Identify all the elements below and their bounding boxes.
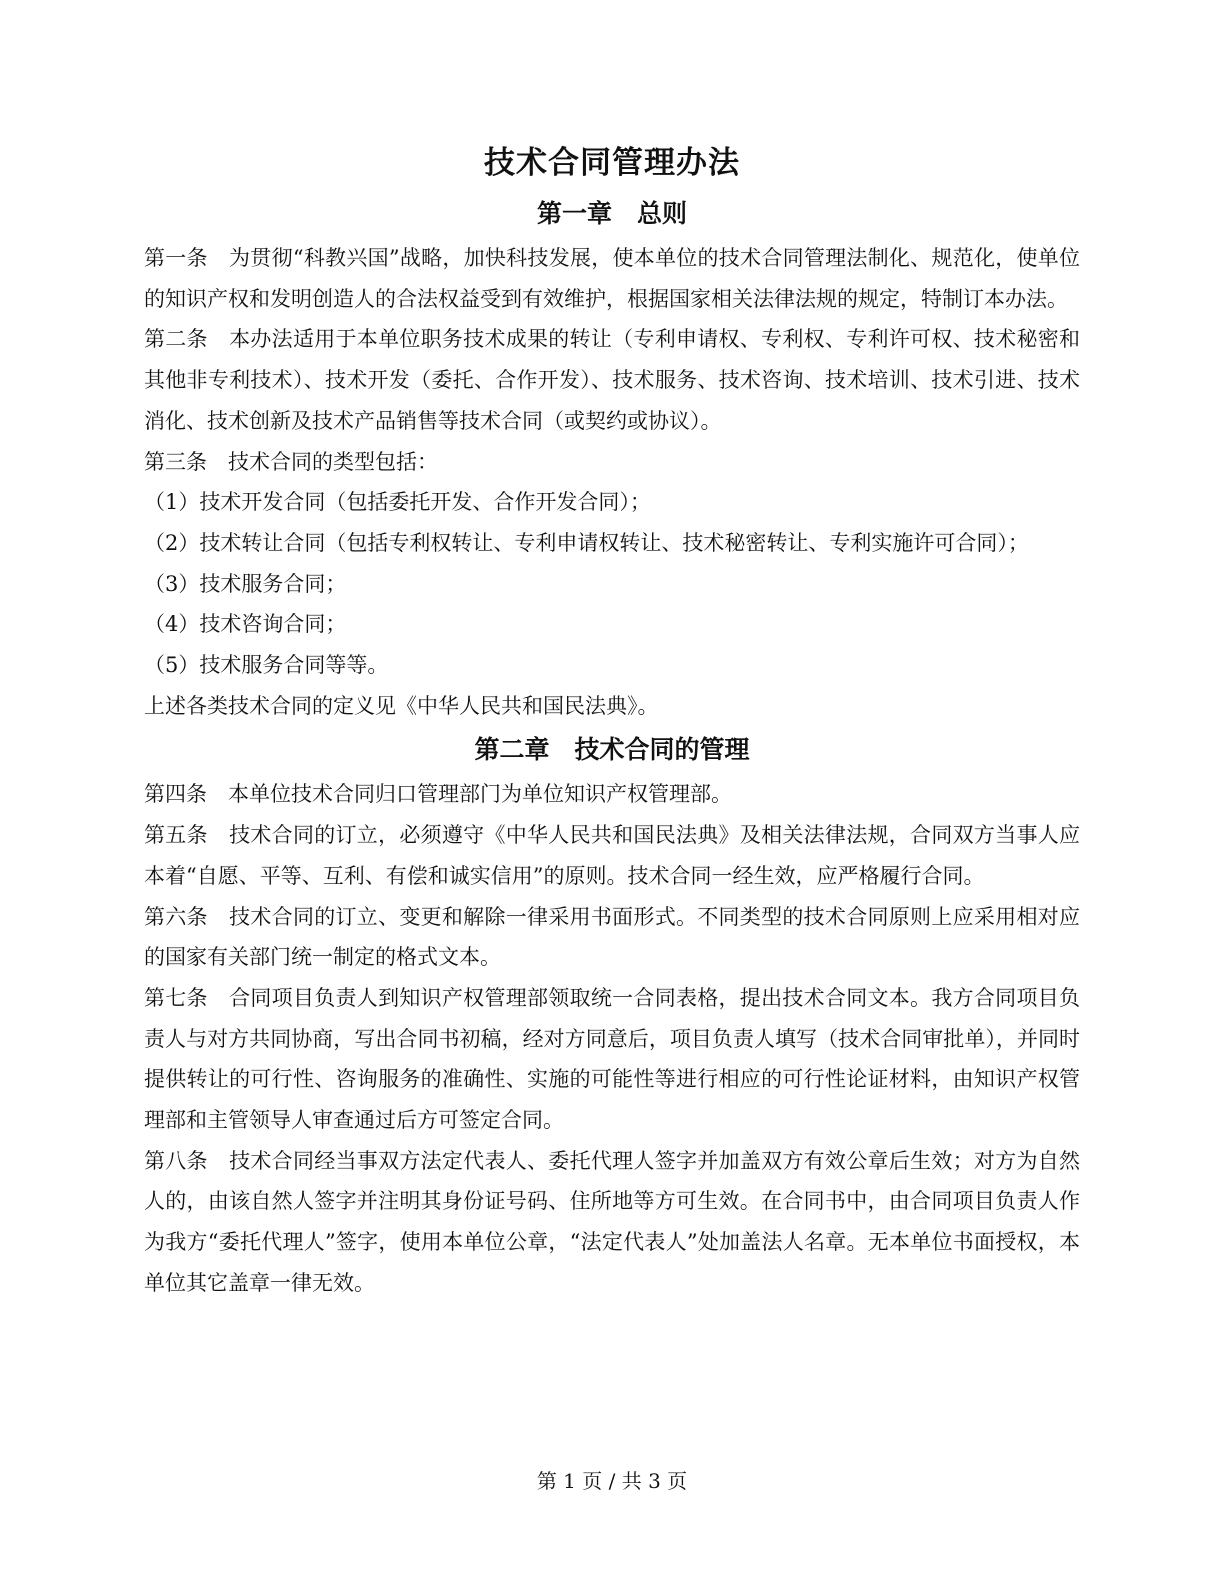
article-8: 第八条 技术合同经当事双方法定代表人、委托代理人签字并加盖双方有效公章后生效；对方为自然人的，由该自然人签字并注明其身份证号码、住所地等方可生效。在合同书中，由合同项目负责人作为我方“委托代理人”签字，使用本单位公章，“法定代表人”处加盖法人名章。无本单位书面授权，本单位其它盖章一律无效。 <box>144 1148 1080 1295</box>
article-7: 第七条 合同项目负责人到知识产权管理部领取统一合同表格，提出技术合同文本。我方合同项目负责人与对方共同协商，写出合同书初稿，经对方同意后，项目负责人填写（技术合同审批单），并同时提供转让的可行性、咨询服务的准确性、实施的可能性等进行相应的可行性论证材料，由知识产权管理部和主管领导人审查通过后方可签定合同。 <box>144 985 1080 1133</box>
article-3: 第三条 技术合同的类型包括： <box>144 449 438 474</box>
article-6: 第六条 技术合同的订立、变更和解除一律采用书面形式。不同类型的技术合同原则上应采用相对应的国家有关部门统一制定的格式文本。 <box>144 904 1080 970</box>
article-2: 第二条 本办法适用于本单位职务技术成果的转让（专利申请权、专利权、专利许可权、技术秘密和其他非专利技术）、技术开发（委托、合作开发）、技术服务、技术咨询、技术培训、技术引进、技术消化、技术创新及技术产品销售等技术合同（或契约或协议）。 <box>144 327 1080 433</box>
list-item: （2）技术转让合同（包括专利权转让、专利申请权转让、技术秘密转让、专利实施许可合同）； <box>144 530 1029 555</box>
list-item: （3）技术服务合同； <box>144 571 347 596</box>
list-item: （1）技术开发合同（包括委托开发、合作开发合同）； <box>144 490 651 515</box>
document-body <box>144 190 1080 1304</box>
document-title: 技术合同管理办法 <box>484 145 740 181</box>
article-5: 第五条 技术合同的订立，必须遵守《中华人民共和国民法典》及相关法律法规，合同双方当事人应本着“自愿、平等、互利、有偿和诚实信用”的原则。技术合同一经生效，应严格履行合同。 <box>144 823 1080 888</box>
chapter-heading-1: 第一章 总则 <box>536 199 687 228</box>
chapter-heading-2: 第二章 技术合同的管理 <box>474 735 750 765</box>
page-number-footer: 第 1 页 / 共 3 页 <box>536 1469 688 1493</box>
list-item: （4）技术咨询合同； <box>144 612 347 637</box>
article-4: 第四条 本单位技术合同归口管理部门为单位知识产权管理部。 <box>144 782 732 807</box>
list-item: （5）技术服务合同等等。 <box>144 653 389 678</box>
definition-note: 上述各类技术合同的定义见《中华人民共和国民法典》。 <box>144 693 659 718</box>
article-1: 第一条 为贯彻“科教兴国”战略，加快科技发展，使本单位的技术合同管理法制化、规范化，使单位的知识产权和发明创造人的合法权益受到有效维护，根据国家相关法律法规的规定，特制订本办法。 <box>144 246 1080 311</box>
